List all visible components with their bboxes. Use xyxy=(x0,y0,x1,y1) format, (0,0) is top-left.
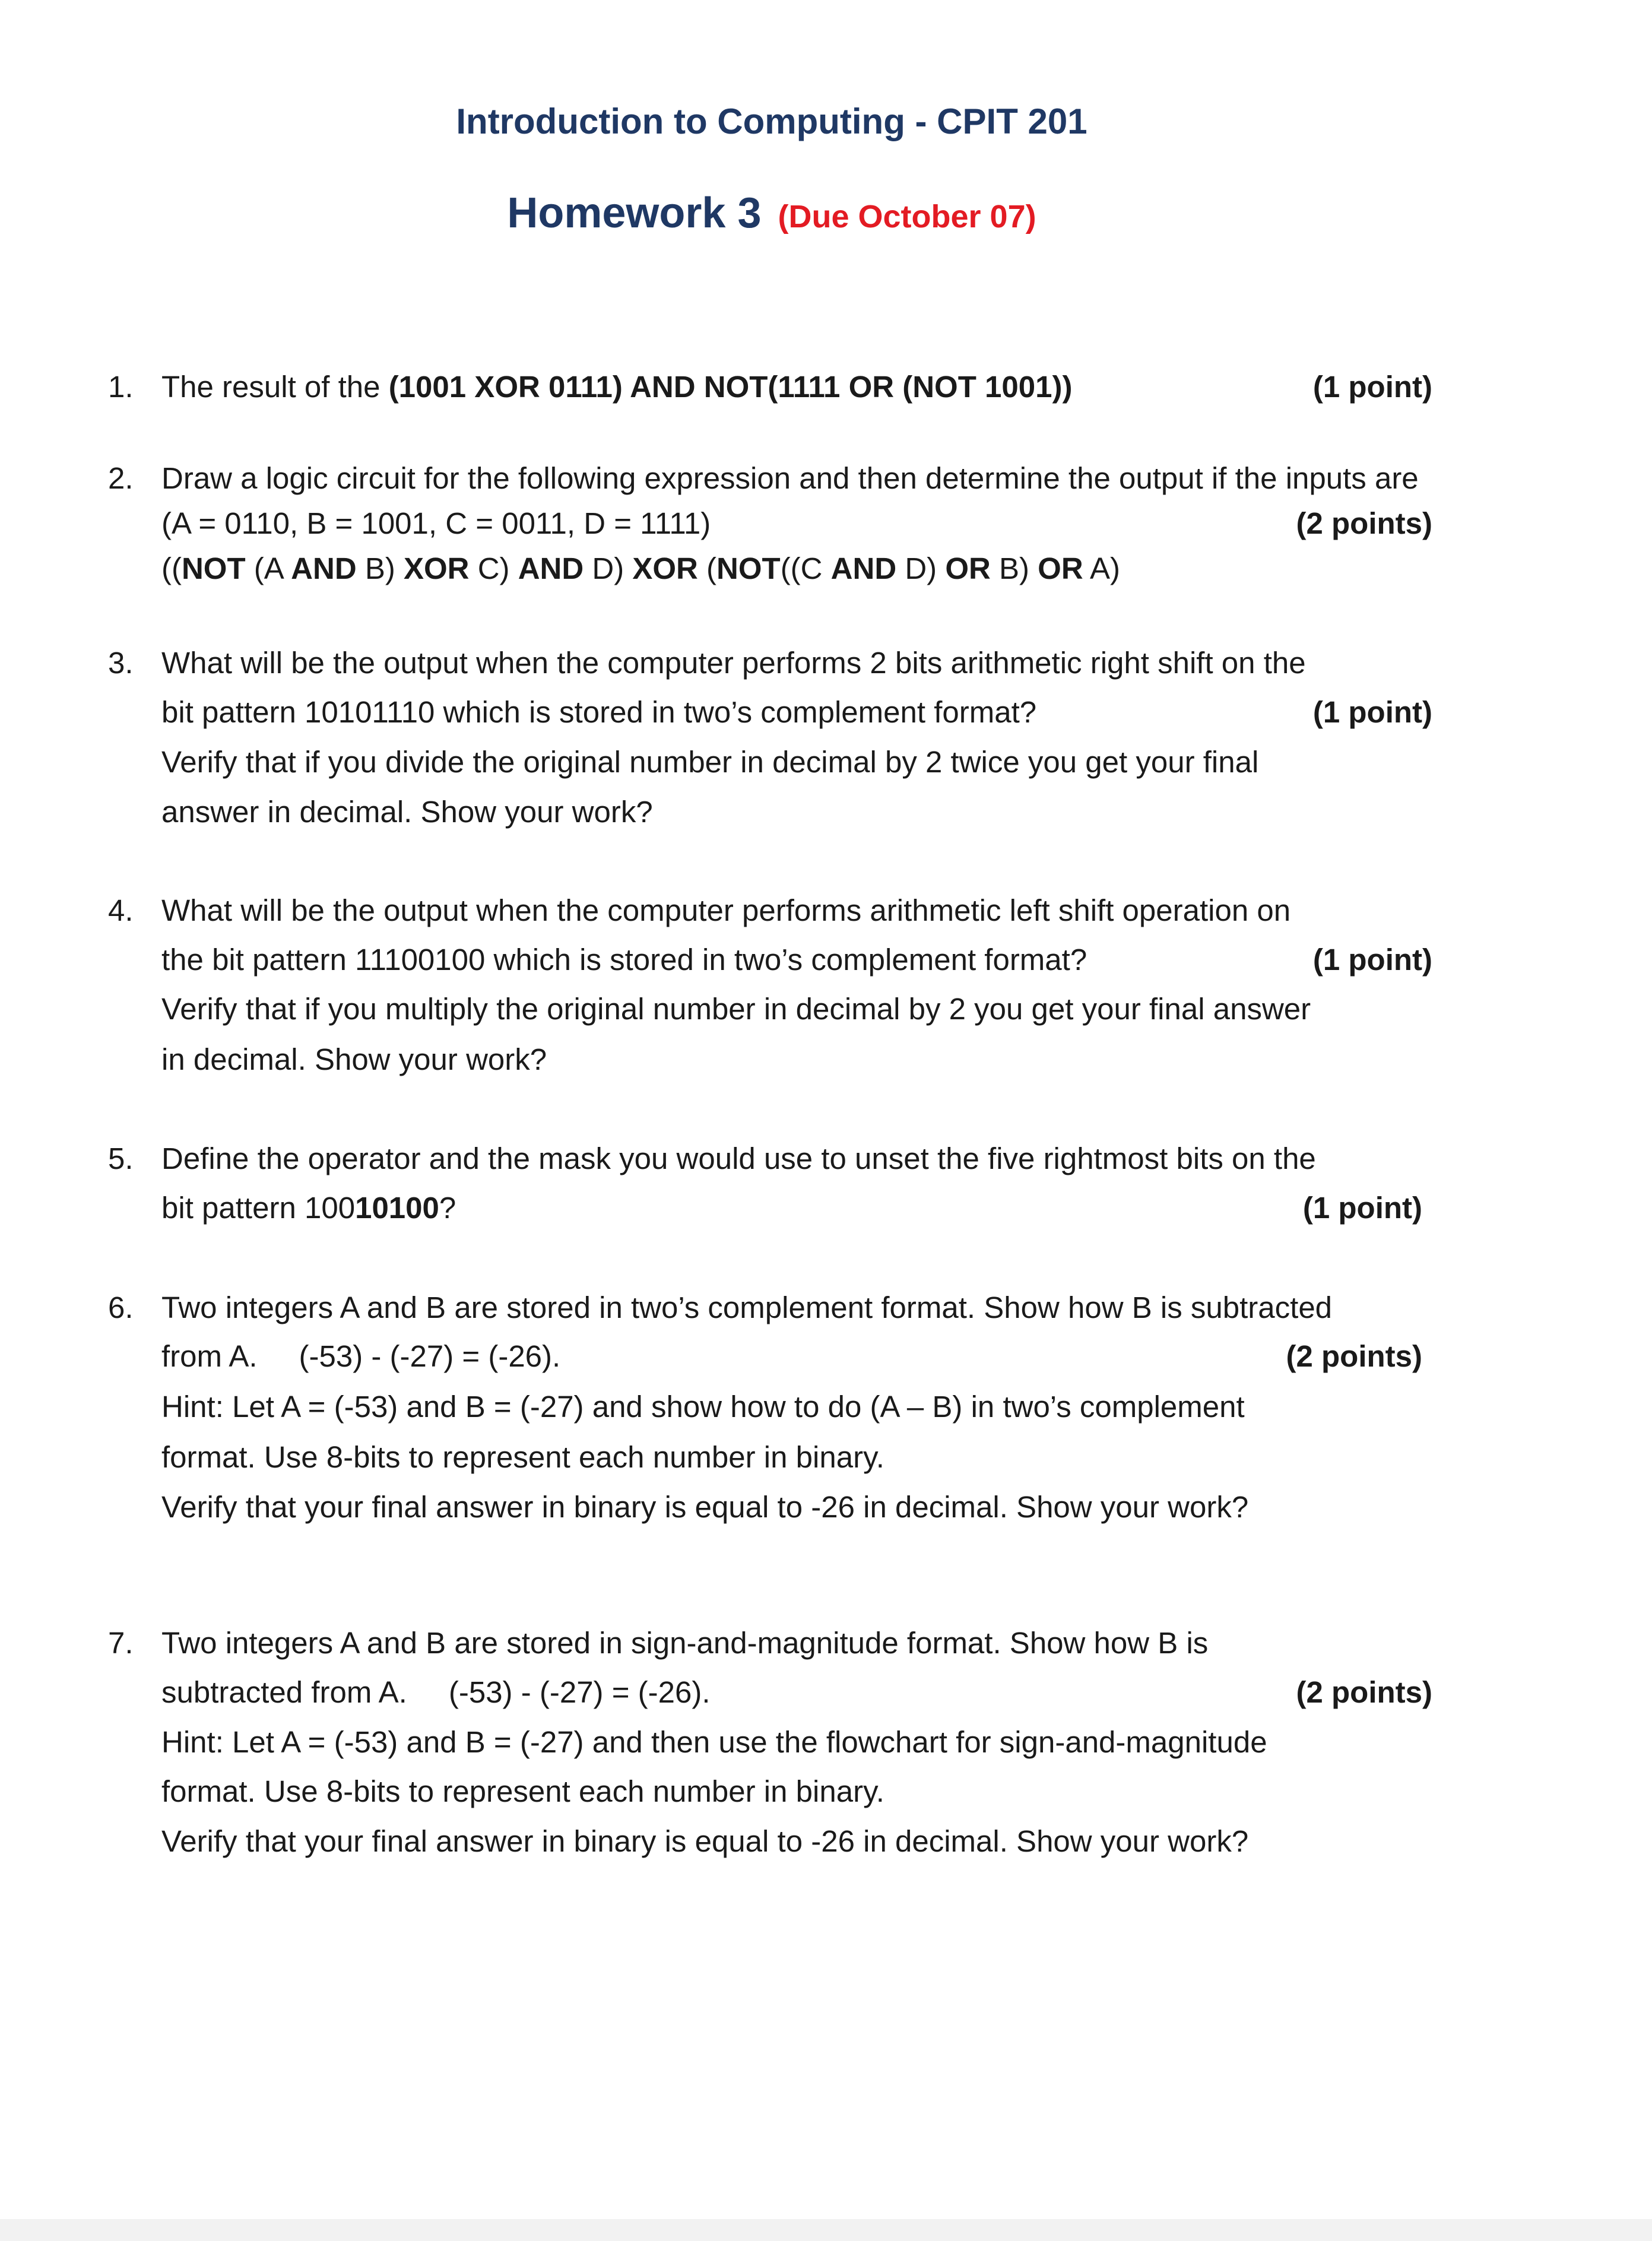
question-text: What will be the output when the computer performs 2 bits arithmetic right shift on the xyxy=(161,646,1306,680)
question-text: Verify that your final answer in binary is equal to -26 in decimal. Show your work? xyxy=(161,1490,1249,1524)
course-title: Introduction to Computing - CPIT 201 xyxy=(456,102,1087,141)
question-number: 5. xyxy=(108,1142,134,1175)
question-text: format. Use 8-bits to represent each number in binary. xyxy=(161,1440,884,1474)
question-text: format. Use 8-bits to represent each number in binary. xyxy=(161,1774,884,1808)
question-inputs: (A = 0110, B = 1001, C = 0011, D = 1111) xyxy=(161,506,711,540)
question-text: Two integers A and B are stored in sign-and-magnitude format. Show how B is xyxy=(161,1626,1209,1660)
question-text: Verify that if you divide the original number in decimal by 2 twice you get your final xyxy=(161,745,1259,779)
question-number: 2. xyxy=(108,461,134,495)
question-text: Draw a logic circuit for the following expression and then determine the output if the inputs are xyxy=(161,461,1419,495)
logic-expression xyxy=(161,551,1120,587)
question-hint: Hint: Let A = (-53) and B = (-27) and show how to do (A – B) in two’s complement xyxy=(161,1390,1245,1424)
question-text: What will be the output when the computer performs arithmetic left shift operation on xyxy=(161,893,1291,927)
expr-part: B) xyxy=(990,551,1038,585)
expr-operator: NOT xyxy=(181,551,246,585)
points-label: (2 points) xyxy=(1296,1675,1432,1709)
expr-part: D) xyxy=(584,551,633,585)
expr-operator: NOT xyxy=(716,551,781,585)
question-text xyxy=(161,1190,456,1226)
question-text xyxy=(161,369,1072,405)
question-text: Define the operator and the mask you would use to unset the five rightmost bits on the xyxy=(161,1142,1316,1175)
expr-part: (( xyxy=(161,551,182,585)
expr-part: ( xyxy=(697,551,717,585)
expr-operator: AND xyxy=(518,551,584,585)
question-text: Verify that your final answer in binary is equal to -26 in decimal. Show your work? xyxy=(161,1824,1249,1858)
q5-pattern-bold: 10100 xyxy=(355,1191,439,1225)
expr-operator: OR xyxy=(1038,551,1083,585)
question-text: bit pattern 10101110 which is stored in two’s complement format? xyxy=(161,695,1037,729)
question-text: Verify that if you multiply the original number in decimal by 2 you get your final answer xyxy=(161,992,1311,1026)
points-label: (1 point) xyxy=(1312,370,1432,404)
points-label: (1 point) xyxy=(1302,1191,1422,1225)
page-bottom-margin xyxy=(0,2219,1652,2241)
question-number: 1. xyxy=(108,370,134,404)
expr-part: (A xyxy=(245,551,291,585)
points-label: (1 point) xyxy=(1312,943,1432,977)
question-number: 3. xyxy=(108,646,134,680)
expr-operator: XOR xyxy=(632,551,698,585)
expr-part: D) xyxy=(896,551,946,585)
question-text xyxy=(161,1675,711,1710)
expr-operator: XOR xyxy=(404,551,470,585)
question-text: in decimal. Show your work? xyxy=(161,1042,547,1076)
q5-pattern-suffix: ? xyxy=(439,1191,456,1225)
points-label: (2 points) xyxy=(1296,506,1432,540)
expr-part: B) xyxy=(356,551,404,585)
expr-operator: OR xyxy=(945,551,991,585)
expr-part: C) xyxy=(469,551,518,585)
points-label: (1 point) xyxy=(1312,695,1432,729)
q5-pattern-prefix: bit pattern 100 xyxy=(161,1191,356,1225)
question-text: answer in decimal. Show your work? xyxy=(161,795,653,829)
q7-subtracted: subtracted from A. xyxy=(161,1675,407,1709)
expr-part: ((C xyxy=(780,551,831,585)
question-number: 6. xyxy=(108,1291,134,1324)
expr-operator: AND xyxy=(830,551,897,585)
question-number: 4. xyxy=(108,893,134,927)
q1-prefix: The result of the xyxy=(161,370,389,404)
question-hint: Hint: Let A = (-53) and B = (-27) and then use the flowchart for sign-and-magnitude xyxy=(161,1725,1267,1759)
question-number: 7. xyxy=(108,1626,134,1660)
homework-title-text: Homework 3 xyxy=(507,189,762,237)
points-label: (2 points) xyxy=(1286,1339,1422,1373)
question-text: the bit pattern 11100100 which is stored in two’s complement format? xyxy=(161,943,1087,977)
question-text xyxy=(161,1339,560,1374)
expr-operator: AND xyxy=(291,551,357,585)
due-date: (Due October 07) xyxy=(778,199,1036,234)
q1-expression: (1001 XOR 0111) AND NOT(1111 OR (NOT 1001)) xyxy=(388,370,1073,404)
q6-equation: (-53) - (-27) = (-26). xyxy=(299,1339,561,1373)
expr-part: A) xyxy=(1083,551,1121,585)
q7-equation: (-53) - (-27) = (-26). xyxy=(448,1675,711,1709)
homework-title xyxy=(0,189,1543,237)
q6-from-a: from A. xyxy=(161,1339,258,1373)
question-text: Two integers A and B are stored in two’s complement format. Show how B is subtracted xyxy=(161,1291,1333,1324)
